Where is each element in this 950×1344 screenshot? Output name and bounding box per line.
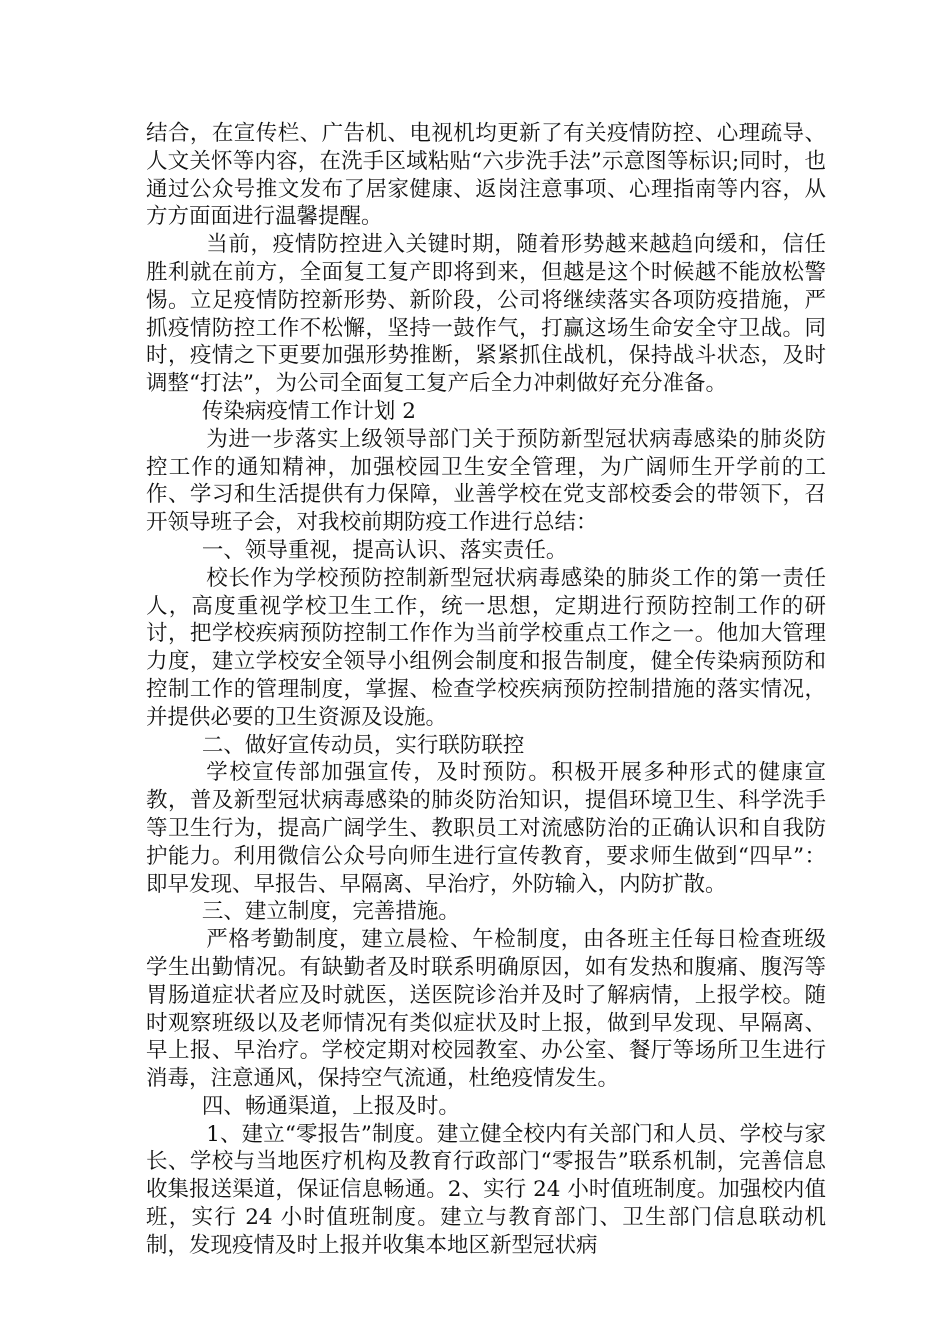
document-body <box>146 120 826 1260</box>
heading-2: 二、做好宣传动员，实行联防联控 <box>201 732 525 758</box>
paragraph-1: 结合，在宣传栏、广告机、电视机均更新了有关疫情防控、心理疏导、人文关怀等内容，在洗手区域粘贴“六步洗手法”示意图等标识;同时，也通过公众号推文发布了居家健康、返岗注意事项、心理指南等内容，从方方面面进行温馨提醒。 <box>146 121 826 230</box>
heading-1: 一、领导重视，提高认识、落实责任。 <box>201 537 568 563</box>
heading-3: 三、建立制度，完善措施。 <box>201 899 460 925</box>
paragraph-7: 1、建立“零报告”制度。建立健全校内有关部门和人员、学校与家长、学校与当地医疗机构及教育行政部门“零报告”联系机制，完善信息收集报送渠道，保证信息畅通。2、实行 24 小时值班制度。加强校内值班，实行 24 小时值班制度。建立与教育部门、卫生部门信息联动机制，发现疫情及时上报并收集本地区新型冠状病 <box>146 1121 826 1258</box>
paragraph-3: 为进一步落实上级领导部门关于预防新型冠状病毒感染的肺炎防控工作的通知精神，加强校园卫生安全管理，为广阔师生开学前的工作、学习和生活提供有力保障，业善学校在党支部校委会的带领下，召开领导班子会，对我校前期防疫工作进行总结： <box>146 426 826 536</box>
heading-4: 四、畅通渠道，上报及时。 <box>201 1093 460 1119</box>
section-title: 传染病疫情工作计划 2 <box>201 398 416 424</box>
paragraph-4: 校长作为学校预防控制新型冠状病毒感染的肺炎工作的第一责任人，高度重视学校卫生工作，统一思想，定期进行预防控制工作的研讨，把学校疾病预防控制工作作为当前学校重点工作之一。他加大管理力度，建立学校安全领导小组例会制度和报告制度，健全传染病预防和控制工作的管理制度，掌握、检查学校疾病预防控制措施的落实情况，并提供必要的卫生资源及设施。 <box>146 565 826 730</box>
paragraph-5: 学校宣传部加强宣传，及时预防。积极开展多种形式的健康宣教，普及新型冠状病毒感染的肺炎防治知识，提倡环境卫生、科学洗手等卫生行为，提高广阔学生、教职员工对流感防治的正确认识和自我防护能力。利用微信公众号向师生进行宣传教育，要求师生做到“四早”：即早发现、早报告、早隔离、早治疗，外防输入，内防扩散。 <box>146 760 826 897</box>
paragraph-2: 当前，疫情防控进入关键时期，随着形势越来越趋向缓和，信任胜利就在前方，全面复工复产即将到来，但越是这个时候越不能放松警惕。立足疫情防控新形势、新阶段，公司将继续落实各项防疫措施，严抓疫情防控工作不松懈，坚持一鼓作气，打赢这场生命安全守卫战。同时，疫情之下更要加强形势推断，紧紧抓住战机，保持战斗状态，及时调整“打法”，为公司全面复工复产后全力冲刺做好充分准备。 <box>146 232 826 397</box>
paragraph-6: 严格考勤制度，建立晨检、午检制度，由各班主任每日检查班级学生出勤情况。有缺勤者及时联系明确原因，如有发热和腹痛、腹泻等胃肠道症状者应及时就医，送医院诊治并及时了解病情，上报学校。随时观察班级以及老师情况有类似症状及时上报，做到早发现、早隔离、早上报、早治疗。学校定期对校园教室、办公室、餐厅等场所卫生进行消毒，注意通风，保持空气流通，杜绝疫情发生。 <box>146 927 826 1092</box>
